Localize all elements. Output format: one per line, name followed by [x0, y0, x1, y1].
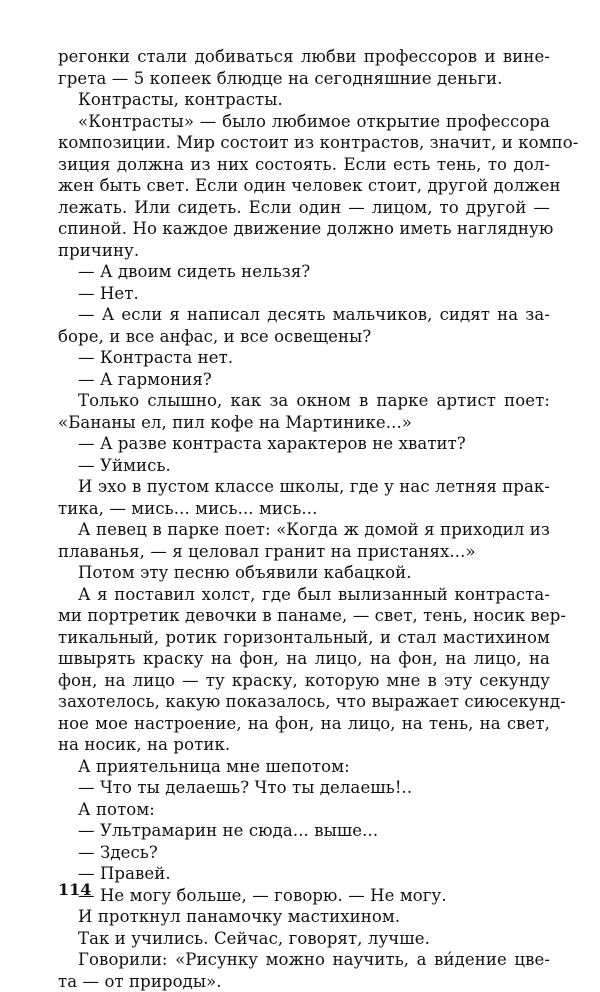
text-line: — Контраста нет.	[58, 347, 550, 369]
page-number: 114	[58, 880, 91, 899]
text-line: «Бананы ел, пил кофе на Мартинике...»	[58, 412, 550, 434]
text-line: лежать. Или сидеть. Если один — лицом, то другой —	[58, 197, 550, 219]
text-line: спиной. Но каждое движение должно иметь наглядную	[58, 218, 550, 240]
text-line: — Правей.	[58, 863, 550, 885]
text-line: «Контрасты» — было любимое открытие профессора	[58, 111, 550, 133]
text-line: А потом:	[58, 799, 550, 821]
text-line: Так и учились. Сейчас, говорят, лучше.	[58, 928, 550, 950]
text-line: захотелось, какую показалось, что выражает сиюсекунд-	[58, 691, 550, 713]
text-line: зиция должна из них состоять. Если есть тень, то дол-	[58, 154, 550, 176]
text-line: ное мое настроение, на фон, на лицо, на тень, на свет,	[58, 713, 550, 735]
text-line: швырять краску на фон, на лицо, на фон, на лицо, на	[58, 648, 550, 670]
text-line: тика, — мись... мись... мись...	[58, 498, 550, 520]
text-line: — А разве контраста характеров не хватит?	[58, 433, 550, 455]
text-line: грета — 5 копеек блюдце на сегодняшние деньги.	[58, 68, 550, 90]
text-line: — Уймись.	[58, 455, 550, 477]
text-line: — Нет.	[58, 283, 550, 305]
text-line: тикальный, ротик горизонтальный, и стал мастихином	[58, 627, 550, 649]
text-line: — Не могу больше, — говорю. — Не могу.	[58, 885, 550, 907]
text-line: — Ультрамарин не сюда... выше...	[58, 820, 550, 842]
text-line: Говорили: «Рисунку можно научить, а ви́дение цве-	[58, 949, 550, 971]
text-line: А певец в парке поет: «Когда ж домой я приходил из	[58, 519, 550, 541]
text-line: та — от природы».	[58, 971, 550, 992]
book-page-text	[58, 46, 550, 992]
text-line: И проткнул панамочку мастихином.	[58, 906, 550, 928]
text-line: — Что ты делаешь? Что ты делаешь!..	[58, 777, 550, 799]
text-line: на носик, на ротик.	[58, 734, 550, 756]
text-line: Потом эту песню объявили кабацкой.	[58, 562, 550, 584]
text-line: Контрасты, контрасты.	[58, 89, 550, 111]
text-line: причину.	[58, 240, 550, 262]
text-line: боре, и все анфас, и все освещены?	[58, 326, 550, 348]
text-line: жен быть свет. Если один человек стоит, другой должен	[58, 175, 550, 197]
text-line: ми портретик девочки в панаме, — свет, тень, носик вер-	[58, 605, 550, 627]
text-line: И эхо в пустом классе школы, где у нас летняя прак-	[58, 476, 550, 498]
text-line: А приятельница мне шепотом:	[58, 756, 550, 778]
text-line: — А гармония?	[58, 369, 550, 391]
text-line: композиции. Мир состоит из контрастов, значит, и компо-	[58, 132, 550, 154]
text-line: фон, на лицо — ту краску, которую мне в эту секунду	[58, 670, 550, 692]
text-line: — А двоим сидеть нельзя?	[58, 261, 550, 283]
text-line: Только слышно, как за окном в парке артист поет:	[58, 390, 550, 412]
text-line: — Здесь?	[58, 842, 550, 864]
text-line: А я поставил холст, где был вылизанный контраста-	[58, 584, 550, 606]
text-line: плаванья, — я целовал гранит на пристанях...»	[58, 541, 550, 563]
text-line: — А если я написал десять мальчиков, сидят на за-	[58, 304, 550, 326]
text-line: регонки стали добиваться любви профессоров и вине-	[58, 46, 550, 68]
